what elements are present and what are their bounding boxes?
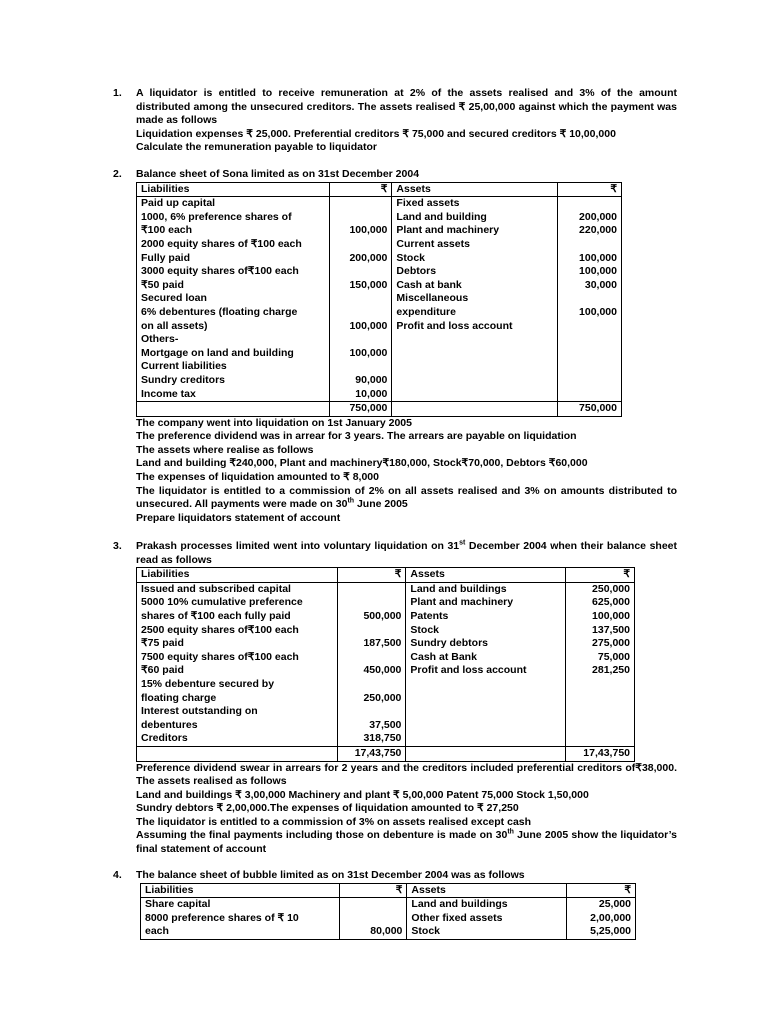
question-text: The assets where realise as follows: [136, 443, 314, 456]
balance-sheet-table: [136, 567, 635, 761]
question-text: The liquidator is entitled to a commission of 2% on all assets realised and 3% on amounts distributed to unsecured. All payments were made on 30th June 2005: [136, 484, 677, 511]
liability-amount: 150,000: [330, 279, 392, 293]
asset-amount: [566, 678, 635, 692]
question-1: [113, 87, 677, 155]
liability-cell: ₹100 each: [137, 224, 330, 238]
liability-amount: [330, 265, 392, 279]
liability-cell: 8000 preference shares of ₹ 10: [141, 912, 340, 926]
liability-amount: 250,000: [338, 692, 406, 706]
table-row: [137, 279, 622, 293]
asset-amount: 30,000: [558, 279, 622, 293]
question-2: [113, 168, 677, 525]
header-rupee: ₹: [566, 568, 635, 583]
asset-cell: [392, 333, 558, 347]
asset-cell: Other fixed assets: [407, 912, 567, 926]
balance-sheet-table: [140, 883, 636, 940]
table-row: [137, 732, 635, 746]
asset-cell: [392, 388, 558, 402]
asset-cell: Debtors: [392, 265, 558, 279]
asset-cell: [392, 347, 558, 361]
liability-cell: Others-: [137, 333, 330, 347]
header-rupee: ₹: [558, 182, 622, 197]
liability-amount: [339, 912, 407, 926]
question-text: The company went into liquidation on 1st January 2005: [136, 416, 412, 429]
liability-cell: Fully paid: [137, 252, 330, 266]
liability-cell: ₹50 paid: [137, 279, 330, 293]
liability-cell: ₹60 paid: [137, 664, 338, 678]
asset-amount: 75,000: [566, 651, 635, 665]
liability-cell: Income tax: [137, 388, 330, 402]
asset-cell: Plant and machinery: [392, 224, 558, 238]
asset-amount: 625,000: [566, 596, 635, 610]
question-text: Preference dividend swear in arrears for 2 years and the creditors included preferential creditors of₹38,000. The assets realised as follows: [136, 761, 677, 788]
table-header-row: [141, 883, 636, 898]
asset-amount: [566, 692, 635, 706]
table-row: [137, 252, 622, 266]
asset-cell: Miscellaneous: [392, 292, 558, 306]
liability-cell: 7500 equity shares of₹100 each: [137, 651, 338, 665]
table-row: [137, 306, 622, 320]
liability-cell: shares of ₹100 each fully paid: [137, 610, 338, 624]
header-assets: Assets: [406, 568, 566, 583]
table-total-row: [137, 746, 635, 761]
asset-amount: [558, 374, 622, 388]
asset-amount: [558, 292, 622, 306]
table-row: [137, 333, 622, 347]
table-header-row: [137, 182, 622, 197]
question-4: [113, 869, 677, 940]
header-liabilities: Liabilities: [137, 182, 330, 197]
asset-cell: [392, 360, 558, 374]
asset-cell: [406, 678, 566, 692]
asset-amount: 5,25,000: [567, 925, 636, 939]
asset-cell: Land and buildings: [406, 582, 566, 596]
asset-cell: Plant and machinery: [406, 596, 566, 610]
header-assets: Assets: [392, 182, 558, 197]
question-text: The liquidator is entitled to a commission of 3% on assets realised except cash: [136, 815, 532, 828]
liability-cell: 3000 equity shares of₹100 each: [137, 265, 330, 279]
asset-amount: 200,000: [558, 211, 622, 225]
liability-amount: 500,000: [338, 610, 406, 624]
asset-cell: Land and building: [392, 211, 558, 225]
asset-cell: Patents: [406, 610, 566, 624]
liability-amount: [338, 705, 406, 719]
liability-amount: 187,500: [338, 637, 406, 651]
asset-amount: 100,000: [558, 252, 622, 266]
liability-cell: 2500 equity shares of₹100 each: [137, 624, 338, 638]
liability-cell: debentures: [137, 719, 338, 733]
asset-amount: 275,000: [566, 637, 635, 651]
table-total-row: [137, 402, 622, 417]
question-text: Liquidation expenses ₹ 25,000. Preferential creditors ₹ 75,000 and secured creditors ₹ 10,00,000: [136, 127, 616, 140]
liability-cell: Paid up capital: [137, 197, 330, 211]
liability-amount: [330, 197, 392, 211]
table-row: [137, 624, 635, 638]
question-intro: The balance sheet of bubble limited as on 31st December 2004 was as follows: [136, 869, 525, 881]
asset-cell: Current assets: [392, 238, 558, 252]
header-rupee: ₹: [330, 182, 392, 197]
table-row: [137, 678, 635, 692]
asset-cell: Stock: [406, 624, 566, 638]
table-row: [137, 238, 622, 252]
asset-cell: Profit and loss account: [406, 664, 566, 678]
question-intro: Prakash processes limited went into voluntary liquidation on 31st December 2004 when their balance sheet read as follows: [136, 539, 677, 566]
liability-amount: [338, 596, 406, 610]
balance-sheet-table: [136, 182, 622, 417]
header-liabilities: Liabilities: [141, 883, 340, 898]
asset-cell: Fixed assets: [392, 197, 558, 211]
asset-cell: Land and buildings: [407, 898, 567, 912]
asset-amount: 281,250: [566, 664, 635, 678]
total-liabilities: 750,000: [330, 402, 392, 417]
question-text: The expenses of liquidation amounted to ₹ 8,000: [136, 471, 379, 484]
header-rupee: ₹: [338, 568, 406, 583]
liability-amount: 10,000: [330, 388, 392, 402]
asset-amount: 100,000: [566, 610, 635, 624]
liability-amount: [330, 333, 392, 347]
asset-cell: [406, 732, 566, 746]
liability-amount: [338, 678, 406, 692]
header-assets: Assets: [407, 883, 567, 898]
question-text: The preference dividend was in arrear for 3 years. The arrears are payable on liquidation: [136, 430, 577, 443]
total-assets: 750,000: [558, 402, 622, 417]
asset-amount: [566, 719, 635, 733]
question-number: 2.: [113, 168, 122, 180]
liability-cell: 2000 equity shares of ₹100 each: [137, 238, 330, 252]
liability-cell: Issued and subscribed capital: [137, 582, 338, 596]
liability-amount: [338, 624, 406, 638]
asset-cell: Stock: [392, 252, 558, 266]
question-number: 3.: [113, 540, 122, 552]
liability-cell: 6% debentures (floating charge: [137, 306, 330, 320]
liability-cell: Creditors: [137, 732, 338, 746]
liability-amount: [330, 238, 392, 252]
table-row: [137, 610, 635, 624]
asset-cell: expenditure: [392, 306, 558, 320]
liability-amount: 100,000: [330, 320, 392, 334]
total-liabilities: 17,43,750: [338, 746, 406, 761]
table-row: [137, 664, 635, 678]
asset-amount: 2,00,000: [567, 912, 636, 926]
table-row: [137, 596, 635, 610]
table-row: [141, 898, 636, 912]
question-text: Land and buildings ₹ 3,00,000 Machinery and plant ₹ 5,00,000 Patent 75,000 Stock 1,50,000: [136, 788, 589, 801]
liability-cell: 5000 10% cumulative preference: [137, 596, 338, 610]
liability-cell: Interest outstanding on: [137, 705, 338, 719]
asset-cell: [392, 374, 558, 388]
liability-amount: [330, 211, 392, 225]
question-3: [113, 540, 677, 857]
table-row: [137, 692, 635, 706]
liability-amount: 90,000: [330, 374, 392, 388]
table-row: [137, 347, 622, 361]
asset-amount: 100,000: [558, 306, 622, 320]
question-text: Sundry debtors ₹ 2,00,000.The expenses of liquidation amounted to ₹ 27,250: [136, 802, 519, 815]
asset-amount: [558, 320, 622, 334]
liability-cell: Current liabilities: [137, 360, 330, 374]
liability-amount: [330, 292, 392, 306]
liability-amount: [338, 651, 406, 665]
liability-amount: 318,750: [338, 732, 406, 746]
table-row: [137, 211, 622, 225]
table-row: [137, 637, 635, 651]
question-intro: Balance sheet of Sona limited as on 31st December 2004: [136, 168, 420, 180]
asset-amount: [566, 705, 635, 719]
table-row: [137, 197, 622, 211]
asset-amount: [558, 333, 622, 347]
liability-amount: 450,000: [338, 664, 406, 678]
asset-amount: 137,500: [566, 624, 635, 638]
table-row: [137, 705, 635, 719]
liability-cell: on all assets): [137, 320, 330, 334]
asset-amount: 100,000: [558, 265, 622, 279]
table-row: [137, 388, 622, 402]
question-number: 1.: [113, 87, 122, 99]
question-number: 4.: [113, 869, 122, 881]
asset-amount: 220,000: [558, 224, 622, 238]
header-liabilities: Liabilities: [137, 568, 338, 583]
asset-amount: [566, 732, 635, 746]
asset-cell: Cash at bank: [392, 279, 558, 293]
asset-amount: [558, 388, 622, 402]
liability-cell: Secured loan: [137, 292, 330, 306]
liability-amount: [338, 582, 406, 596]
liability-cell: each: [141, 925, 340, 939]
table-row: [137, 582, 635, 596]
table-row: [141, 912, 636, 926]
table-row: [137, 292, 622, 306]
liability-amount: 200,000: [330, 252, 392, 266]
asset-cell: [406, 692, 566, 706]
table-row: [137, 224, 622, 238]
liability-cell: floating charge: [137, 692, 338, 706]
liability-amount: 37,500: [338, 719, 406, 733]
liability-cell: Sundry creditors: [137, 374, 330, 388]
table-row: [141, 925, 636, 939]
question-text: Prepare liquidators statement of account: [136, 511, 341, 524]
liability-cell: 1000, 6% preference shares of: [137, 211, 330, 225]
asset-amount: 250,000: [566, 582, 635, 596]
asset-amount: [558, 197, 622, 211]
liability-amount: 100,000: [330, 224, 392, 238]
liability-amount: [330, 360, 392, 374]
question-text: A liquidator is entitled to receive remuneration at 2% of the assets realised and 3% of the amount distributed among the unsecured creditors. The assets realised ₹ 25,00,000 against which the payment was made as follows: [136, 87, 677, 127]
table-row: [137, 320, 622, 334]
liability-cell: Mortgage on land and building: [137, 347, 330, 361]
table-row: [137, 374, 622, 388]
total-assets: 17,43,750: [566, 746, 635, 761]
liability-cell: ₹75 paid: [137, 637, 338, 651]
question-text: Assuming the final payments including those on debenture is made on 30th June 2005 show the liquidator’s final statement of account: [136, 828, 677, 856]
asset-amount: [558, 238, 622, 252]
asset-amount: 25,000: [567, 898, 636, 912]
liability-cell: Share capital: [141, 898, 340, 912]
asset-cell: [406, 705, 566, 719]
table-row: [137, 265, 622, 279]
liability-amount: [330, 306, 392, 320]
liability-amount: 80,000: [339, 925, 407, 939]
asset-cell: Stock: [407, 925, 567, 939]
table-header-row: [137, 568, 635, 583]
asset-amount: [558, 360, 622, 374]
asset-amount: [558, 347, 622, 361]
question-text: Calculate the remuneration payable to liquidator: [136, 141, 377, 154]
header-rupee: ₹: [339, 883, 407, 898]
asset-cell: Sundry debtors: [406, 637, 566, 651]
table-row: [137, 360, 622, 374]
table-row: [137, 719, 635, 733]
liability-amount: [339, 898, 407, 912]
header-rupee: ₹: [567, 883, 636, 898]
liability-amount: 100,000: [330, 347, 392, 361]
question-text: Land and building ₹240,000, Plant and machinery₹180,000, Stock₹70,000, Debtors ₹60,000: [136, 457, 588, 470]
asset-cell: Profit and loss account: [392, 320, 558, 334]
asset-cell: [406, 719, 566, 733]
table-row: [137, 651, 635, 665]
liability-cell: 15% debenture secured by: [137, 678, 338, 692]
asset-cell: Cash at Bank: [406, 651, 566, 665]
